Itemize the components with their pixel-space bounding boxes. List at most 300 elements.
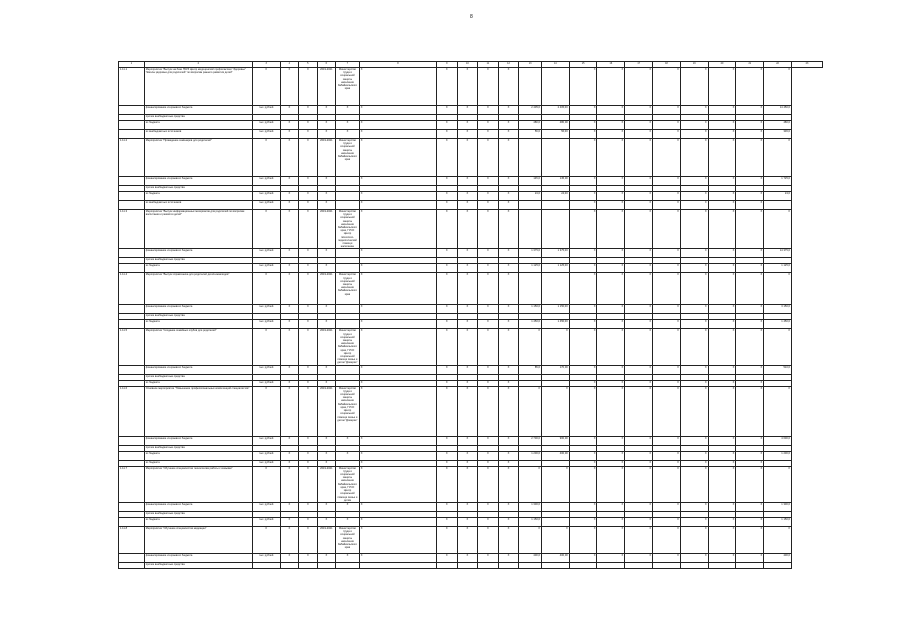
table-cell: X [597,502,625,511]
table-cell: 24,0 [519,192,542,201]
table-cell: 400,0 [764,553,792,562]
table-cell: X [625,106,653,115]
row-description: из бюджета [144,451,252,460]
table-cell: X [569,273,597,305]
header-cell: 11 [478,62,499,68]
table-cell: X [359,121,436,130]
row-number [119,562,145,568]
table-cell: X [478,177,499,186]
table-cell: X [569,526,597,553]
table-cell: X [478,192,499,201]
table-cell: X [280,526,299,553]
table-row [119,130,823,139]
table-cell: X [336,517,360,526]
table-row [119,305,823,314]
table-cell: 1 125,0 [764,264,792,273]
row-number [119,553,145,562]
row-description: финансирование из краевого бюджета [144,436,252,445]
table-cell: X [653,68,681,106]
table-cell: X [457,502,478,511]
table-cell: X [653,249,681,258]
table-cell: X [359,553,436,562]
table-cell: X [317,365,336,374]
table-cell: X [436,139,457,177]
row-description: прочие внебюджетные средства [144,511,252,517]
table-cell: X [457,466,478,502]
table-cell: X [498,380,519,386]
table-row [119,365,823,374]
table-cell [299,562,318,568]
table-cell: X [708,553,736,562]
table-cell: X [764,68,792,106]
table-cell: X [280,210,299,249]
table-cell: X [708,320,736,329]
table-cell: X [597,365,625,374]
table-cell: X [280,320,299,329]
header-cell: 20 [708,62,736,68]
table-cell: X [359,210,436,249]
table-cell: X [317,305,336,314]
table-cell: X [299,329,318,365]
table-cell: X [299,380,318,386]
table-cell: X [597,210,625,249]
table-cell: X [457,553,478,562]
table-cell: X [625,264,653,273]
table-cell: X [436,451,457,460]
table-cell: X [653,320,681,329]
table-cell: X [736,386,764,436]
table-cell: 1 450,0 [519,320,542,329]
table-row [119,436,823,445]
table-cell: X [436,249,457,258]
table-cell: X [436,106,457,115]
table-cell: 14 375,0 [764,249,792,258]
row-description: финансирование из краевого бюджета [144,106,252,115]
table-cell: X [359,264,436,273]
table-cell: X [317,553,336,562]
table-cell: Министерство труда и социальной защиты населения Забайкальского края [336,68,360,106]
table-cell: 1 150,00 [541,305,569,314]
table-cell: X [680,320,708,329]
table-cell: X [541,329,569,365]
table-cell: X [436,553,457,562]
table-cell: X [436,130,457,139]
table-cell: X [736,436,764,445]
table-cell: 145,00 [541,177,569,186]
table-cell: X [680,106,708,115]
table-cell: X [541,526,569,553]
table-cell: X [569,106,597,115]
table-cell: X [436,380,457,386]
table-cell: X [708,192,736,201]
table-cell [519,562,542,568]
row-description: Мероприятие "Выпуск информационных материалов для родителей по вопросам воспитания и развития детей" [144,210,252,249]
table-cell [736,562,764,568]
row-description: из бюджета [144,517,252,526]
row-number: 1.11.1 [119,68,145,106]
table-cell: X [299,249,318,258]
table-cell: X [359,305,436,314]
header-cell: 22 [764,62,792,68]
row-description: Мероприятие "Создание семейных клубов для родителей" [144,329,252,365]
table-cell: 1 200,0 [764,451,792,460]
table-cell: X [708,210,736,249]
table-cell: X [478,365,499,374]
table-cell: X [457,121,478,130]
table-cell: X [736,380,764,386]
table-cell: X [457,201,478,210]
table-cell: X [569,177,597,186]
table-cell: X [708,380,736,386]
table-cell: X [653,517,681,526]
table-cell [541,562,569,568]
table-cell: X [280,139,299,177]
table-row [119,177,823,186]
table-cell: X [680,460,708,466]
table-cell: X [317,451,336,460]
table-cell: X [299,460,318,466]
table-cell: тыс. рублей [252,177,280,186]
table-cell: X [457,273,478,305]
table-cell: X [478,460,499,466]
header-cell: 1 [119,62,145,68]
table-cell: X [597,380,625,386]
table-cell: X [457,329,478,365]
table-cell: X [597,320,625,329]
table-cell: X [680,201,708,210]
table-cell: 1 125,00 [541,264,569,273]
table-cell: 1 375,00 [541,249,569,258]
table-cell: X [436,192,457,201]
table-row [119,264,823,273]
table-cell: X [625,451,653,460]
table-cell: 400,00 [541,553,569,562]
table-cell: X [280,249,299,258]
table-cell: X [764,139,792,177]
table-cell: X [436,210,457,249]
table-cell: 1 375,0 [519,249,542,258]
table-cell: X [478,526,499,553]
table-cell: X [597,460,625,466]
row-number [119,264,145,273]
table-cell [336,201,360,210]
table-cell: X [708,329,736,365]
table-cell: X [498,177,519,186]
table-cell: X [478,329,499,365]
table-cell: 2019-2021 [317,386,336,436]
table-cell: X [653,210,681,249]
table-cell: 400,00 [541,451,569,460]
table-cell: X [252,526,280,553]
header-cell: 21 [736,62,764,68]
table-cell: X [317,380,336,386]
table-cell: X [680,380,708,386]
table-cell: X [359,460,436,466]
table-cell: X [280,177,299,186]
header-cell: 7 [336,62,360,68]
table-cell: X [498,460,519,466]
table-cell: X [280,130,299,139]
row-number [119,106,145,115]
table-cell: тыс. рублей [252,553,280,562]
table-cell: X [653,502,681,511]
table-cell: X [336,121,360,130]
table-cell [519,210,542,249]
table-cell: X [625,210,653,249]
table-cell [764,562,792,568]
table-cell: X [653,553,681,562]
program-table [118,61,823,569]
table-cell: X [478,106,499,115]
table-cell: X [478,130,499,139]
table-cell: X [498,365,519,374]
table-cell: 2019-2021 [317,68,336,106]
table-cell: X [625,177,653,186]
table-cell: тыс. рублей [252,121,280,130]
table-cell: X [625,466,653,502]
table-cell: Министерство труда и социальной защиты населения Забайкальского края, ГУСО Центр психолого-педагогической помощи населению [336,210,360,249]
table-cell: X [569,365,597,374]
table-cell: X [498,249,519,258]
table-cell [708,562,736,568]
table-cell: X [317,121,336,130]
table-cell: X [457,192,478,201]
table-cell: X [359,68,436,106]
table-cell: X [498,139,519,177]
table-cell: X [680,526,708,553]
table-cell: тыс. рублей [252,517,280,526]
table-cell [541,502,569,511]
table-cell: 2 405,00 [541,106,569,115]
table-cell: X [569,380,597,386]
table-cell: X [299,517,318,526]
table-cell: X [359,451,436,460]
table-cell: 14 450,0 [764,106,792,115]
table-cell: X [625,553,653,562]
table-cell: тыс. рублей [252,106,280,115]
table-cell: X [680,139,708,177]
table-cell: X [498,502,519,511]
row-number [119,201,145,210]
table-cell: X [653,526,681,553]
table-cell [336,365,360,374]
table-cell: X [478,517,499,526]
table-cell [336,320,360,329]
table-cell: X [625,380,653,386]
row-description: Мероприятие "Выпуск справочника для родителей детей-инвалидов" [144,273,252,305]
table-cell: X [498,517,519,526]
table-cell: X [680,451,708,460]
header-cell: 9 [436,62,457,68]
table-cell: X [653,139,681,177]
table-cell: 2019-2021 [317,139,336,177]
table-cell: 1 150,0 [519,517,542,526]
table-cell: X [359,130,436,139]
table-cell: X [317,177,336,186]
table-cell: X [625,121,653,130]
header-cell: 13 [519,62,542,68]
table-cell: X [680,386,708,436]
table-cell: X [252,329,280,365]
table-cell: X [653,460,681,466]
table-cell: X [252,139,280,177]
table-cell: X [359,517,436,526]
table-cell: X [653,305,681,314]
row-description: из бюджета [144,192,252,201]
table-cell: X [680,121,708,130]
table-cell: X [569,320,597,329]
table-cell [541,68,569,106]
row-description: прочие внебюджетные средства [144,258,252,264]
table-cell: X [736,273,764,305]
table-cell: X [625,139,653,177]
table-cell: X [280,106,299,115]
header-cell: 16 [597,62,625,68]
table-cell: X [653,365,681,374]
table-cell: X [299,106,318,115]
table-cell: X [317,460,336,466]
table-cell: X [708,68,736,106]
header-cell: 18 [653,62,681,68]
table-cell: X [498,320,519,329]
row-description: Мероприятие "Обучение специалистов медиации" [144,526,252,553]
table-cell: Министерство труда и социальной защиты населения Забайкальского края [336,273,360,305]
table-cell: X [736,121,764,130]
table-row [119,562,823,568]
table-cell: X [317,249,336,258]
table-cell: X [280,502,299,511]
table-cell: Министерство труда и социальной защиты населения Забайкальского края [336,526,360,553]
row-description: из бюджета [144,264,252,273]
table-cell: тыс. рублей [252,502,280,511]
table-cell: X [280,365,299,374]
table-cell: X [708,139,736,177]
table-cell: X [478,451,499,460]
table-cell: 56,0 [519,130,542,139]
table-cell: X [498,386,519,436]
table-cell [519,68,542,106]
table-cell: X [680,436,708,445]
row-description: Основное мероприятие "Повышение профессиональных компетенций специалистов" [144,386,252,436]
row-number: 1.11.8 [119,526,145,553]
table-cell: Министерство труда и социальной защиты населения Забайкальского края, ГУСО Центр социальной помощи семье и детям "Доверие" [337,329,358,365]
table-cell: X [436,386,457,436]
table-cell: X [436,436,457,445]
table-cell [764,201,792,210]
table-cell: X [736,365,764,374]
table-cell: X [498,210,519,249]
table-cell [541,210,569,249]
table-cell: X [299,210,318,249]
table-cell: X [569,460,597,466]
table-cell: X [280,380,299,386]
table-cell [541,201,569,210]
table-cell: X [625,365,653,374]
table-cell: X [280,553,299,562]
table-cell: 2 405,0 [519,106,542,115]
table-cell: X [569,305,597,314]
header-cell: 12 [498,62,519,68]
table-cell: X [359,273,436,305]
table-cell: X [625,305,653,314]
header-cell: 4 [280,62,299,68]
table-cell: X [569,121,597,130]
table-cell: X [280,305,299,314]
table-cell: X [569,553,597,562]
table-cell: X [736,192,764,201]
table-row [119,329,823,365]
table-cell: X [625,201,653,210]
table-cell: тыс. рублей [252,264,280,273]
table-cell: X [764,210,792,249]
table-cell: X [736,177,764,186]
row-number: 1.11.7 [119,466,145,502]
row-description: прочие внебюджетные средства [144,374,252,380]
table-cell: X [736,68,764,106]
table-cell: X [708,451,736,460]
table-cell: X [498,526,519,553]
table-cell: X [498,130,519,139]
table-cell: X [498,553,519,562]
table-cell: X [457,436,478,445]
table-row [119,210,823,249]
table-cell: X [597,192,625,201]
table-cell: X [359,502,436,511]
table-cell: X [597,264,625,273]
header-cell: 5 [299,62,318,68]
header-cell: 8 [359,62,436,68]
row-number [119,502,145,511]
table-cell: 1 300,0 [519,502,542,511]
table-cell: X [597,177,625,186]
table-row [119,68,823,106]
row-number [119,305,145,314]
table-cell: 24,0 [764,192,792,201]
table-cell: X [299,264,318,273]
row-description: из внебюджетных источников [144,201,252,210]
table-cell: X [299,526,318,553]
table-cell: тыс. рублей [252,192,280,201]
table-cell: X [280,386,299,436]
row-number [119,192,145,201]
table-cell: X [653,121,681,130]
table-cell: X [359,436,436,445]
table-cell: X [736,201,764,210]
table-cell: X [569,249,597,258]
row-description: финансирование из краевого бюджета [144,365,252,374]
row-description: финансирование из краевого бюджета [144,305,252,314]
table-cell: X [457,177,478,186]
table-cell: X [336,553,360,562]
table-cell: X [625,273,653,305]
table-cell: X [736,517,764,526]
table-cell: X [252,68,280,106]
table-cell: 1 150,0 [519,305,542,314]
table-cell: X [457,320,478,329]
table-cell: X [498,68,519,106]
table-cell: X [436,460,457,466]
table-cell: 2019-2021 [317,466,336,502]
row-number [119,177,145,186]
table-cell: X [519,526,542,553]
table-cell: X [336,130,360,139]
table-cell: X [280,273,299,305]
table-cell: 900,00 [541,436,569,445]
table-cell [359,562,436,568]
table-cell: X [680,264,708,273]
table-cell: X [436,201,457,210]
table-cell: X [359,201,436,210]
